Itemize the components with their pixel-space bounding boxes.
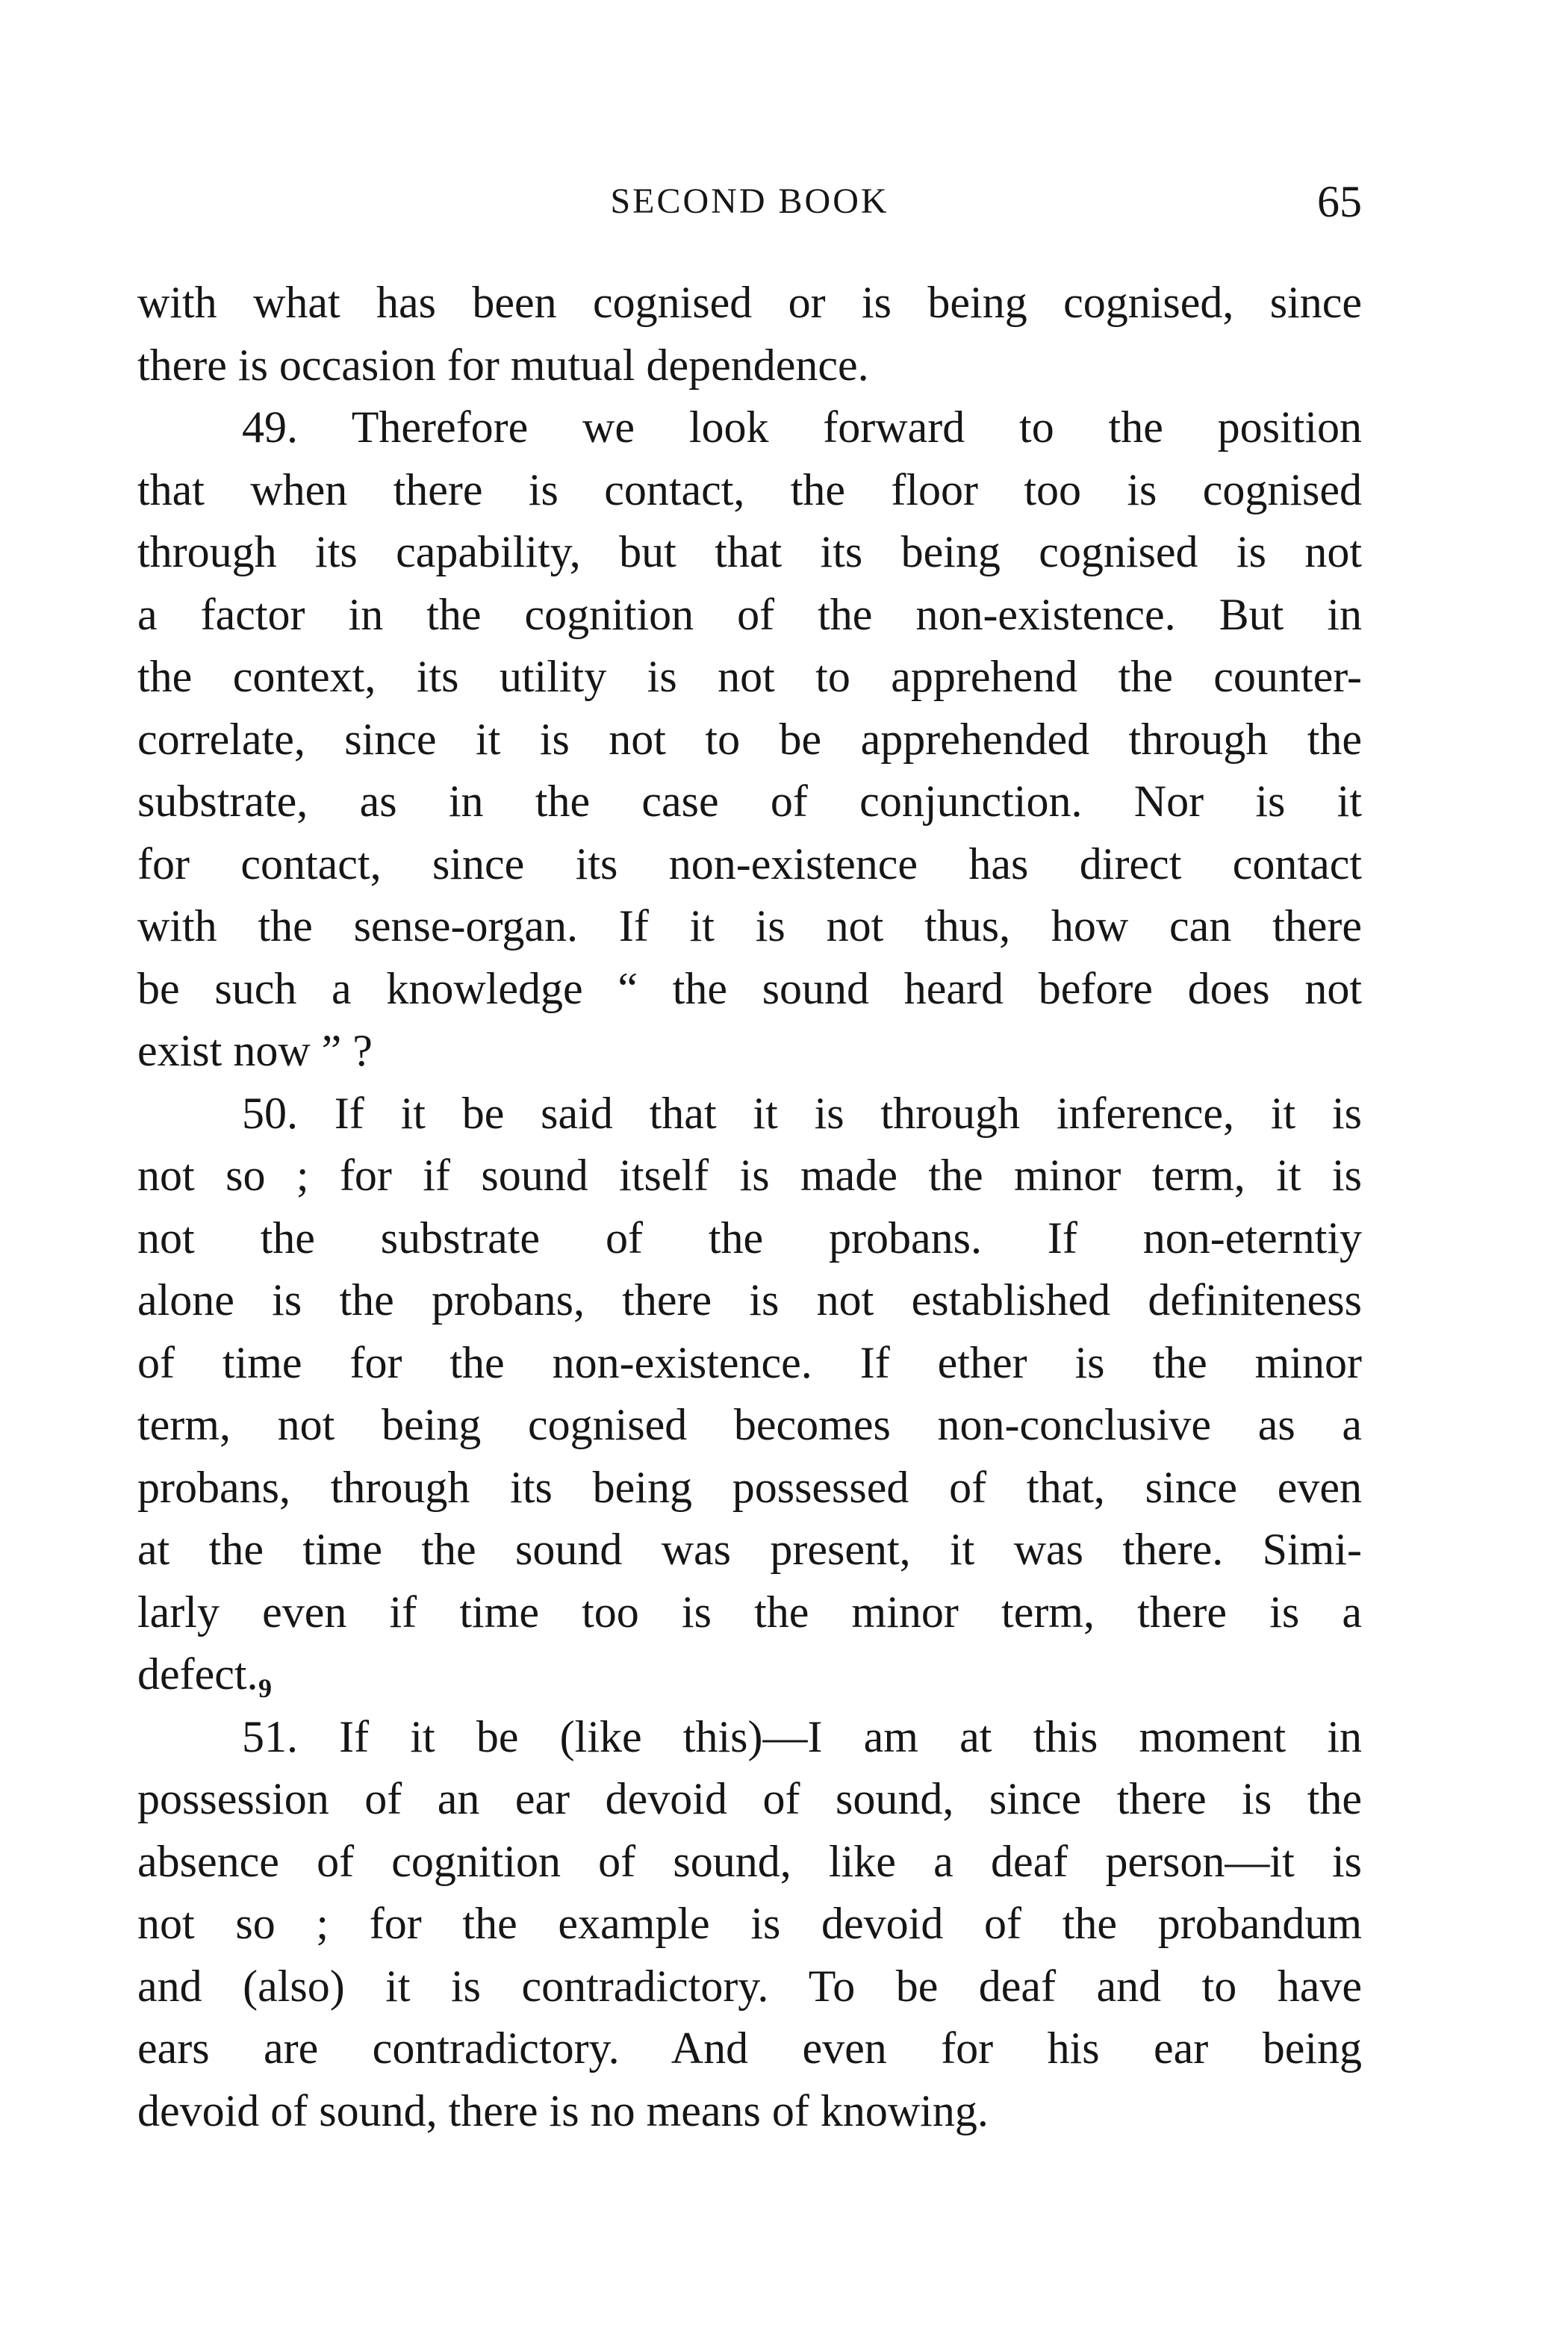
text-line: with what has been cognised or is being cognised, since xyxy=(137,278,1362,327)
text-line: term, not being cognised becomes non-conclusive as a xyxy=(137,1400,1362,1449)
page-number: 65 xyxy=(1317,177,1362,226)
paragraph-49-first-line: 49. Therefore we look forward to the position xyxy=(242,402,1362,452)
text-line: there is occasion for mutual dependence. xyxy=(137,340,869,390)
text-line: be such a knowledge “ the sound heard before does not xyxy=(137,963,1362,1013)
paragraph-50-first-line: 50. If it be said that it is through inference, it is xyxy=(242,1088,1362,1138)
text-line: with the sense-organ. If it is not thus, how can there xyxy=(137,901,1362,951)
text-line: not so ; for if sound itself is made the minor term, it is xyxy=(137,1151,1362,1200)
text-line: for contact, since its non-existence has direct contact xyxy=(137,839,1362,889)
text-line: of time for the non-existence. If ether is the minor xyxy=(137,1337,1362,1387)
text-line: not the substrate of the probans. If non-eterntiy xyxy=(137,1213,1362,1263)
text-line: alone is the probans, there is not established definiteness xyxy=(137,1275,1362,1325)
text-line: correlate, since it is not to be apprehended through the xyxy=(137,714,1362,764)
running-head xyxy=(137,176,1362,236)
text-line: exist now ” ? xyxy=(137,1026,373,1075)
text-line: possession of an ear devoid of sound, since there is the xyxy=(137,1774,1362,1823)
text-line: through its capability, but that its being cognised is not xyxy=(137,527,1362,576)
text-line: ears are contradictory. And even for his ear being xyxy=(137,2023,1362,2073)
text-line: substrate, as in the case of conjunction. Nor is it xyxy=(137,777,1362,826)
text-line: defect. xyxy=(137,1649,258,1699)
text-line: that when there is contact, the floor too is cognised xyxy=(137,464,1362,514)
text-line: and (also) it is contradictory. To be deaf and to have xyxy=(137,1961,1362,2011)
text-line: at the time the sound was present, it was there. Simi- xyxy=(137,1525,1362,1574)
text-line: not so ; for the example is devoid of the probandum xyxy=(137,1899,1362,1948)
text-line: absence of cognition of sound, like a deaf person—it is xyxy=(137,1836,1362,1886)
running-title: SECOND BOOK xyxy=(610,181,889,221)
signature-mark: 9 xyxy=(258,1673,272,1703)
text-line: larly even if time too is the minor term, there is a xyxy=(137,1587,1362,1637)
paragraph-51-first-line: 51. If it be (like this)—I am at this moment in xyxy=(242,1711,1362,1761)
text-line: a factor in the cognition of the non-existence. But in xyxy=(137,589,1362,639)
text-line: devoid of sound, there is no means of knowing. xyxy=(137,2085,989,2135)
body-text xyxy=(137,272,1362,2142)
text-line: the context, its utility is not to apprehend the counter- xyxy=(137,652,1362,701)
text-line: probans, through its being possessed of that, since even xyxy=(137,1462,1362,1512)
